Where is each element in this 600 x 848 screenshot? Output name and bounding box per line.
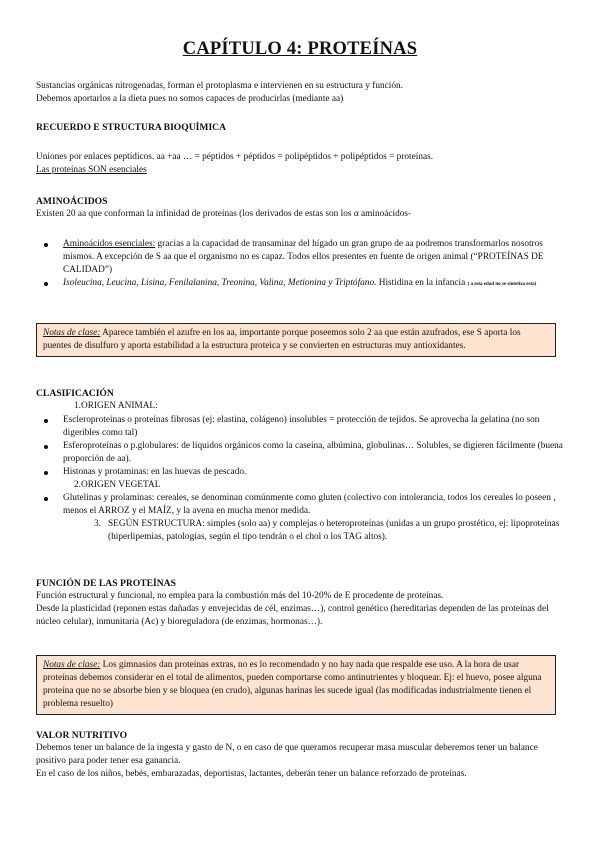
funcion-section — [36, 590, 568, 629]
aminoacidos-list — [36, 238, 568, 291]
aminoacidos-list-names: Isoleucina, Leucina, Lisina, Fenilalanina, Treonina, Valina, Metionina y Triptófano. — [63, 278, 377, 288]
clasificacion-section — [36, 400, 568, 544]
recuerdo-section — [36, 151, 568, 177]
segun-estructura-item — [36, 518, 568, 544]
histidina-tiny-note: ( a esta edad no se sintetiza esta) — [467, 282, 537, 287]
origen-animal-label: ORIGEN ANIMAL: — [81, 401, 158, 411]
origen-vegetal-number: 2. — [74, 480, 81, 490]
segun-estructura-text: SEGÚN ESTRUCTURA: simples (solo aa) y complejas o heteroproteínas (unidas a un grupo prostético, ej: lipoproteínas (hiperlipemias, patologías, según el tipo tendrán o el chol o los TAG altos). — [108, 519, 560, 542]
histidina-text: Histidina en la infancia — [376, 278, 468, 288]
list-item: Escleroproteínas o proteínas fibrosas (ej: elastina, colágeno) insolubles = protección de tejidos. Se aprovecha la gelatina (no son digeribles como tal) — [36, 414, 568, 440]
list-item: Esferoproteínas o p.globulares: de líquidos orgánicos como la caseína, albúmina, globulinas… Solubles, se digieren fácilmente (buena proporción de aa). — [36, 440, 568, 466]
list-item: Glutelinas y prolaminas: cereales, se denominan comúnmente como gluten (colectivo con intolerancia, todos los cereales lo poseen , menos el ARROZ y el MAÍZ, y la avena en mucha menor medida. — [36, 492, 568, 518]
list-item: Histonas y protaminas: en las huevas de pescado. — [36, 466, 568, 479]
class-note-2-label: Notas de clase: — [43, 660, 101, 670]
class-note-1-text: Aparece también el azufre en los aa, importante porque poseemos solo 2 aa que están azufrados, ese S aporta los puentes de disulfuro y aporta estabilidad a la estructura proteica y se convierten en estructuras muy antioxidantes. — [43, 328, 521, 351]
class-note-2-text: Los gimnasios dan proteínas extras, no es lo recomendado y no hay nada que respalde ese uso. A la hora de usar proteínas debemos considerar en el total de alimentos, pueden comportarse como antinutrientes y bloquear. Ej: el huevo, posee alguna proteína que no se absorbe bien y se bloquea (en crudo), algunas harinas les sucede igual (las modificadas industrialmente tienen el problema resuelto) — [43, 660, 542, 709]
class-note-1-label: Notas de clase: — [43, 328, 101, 338]
funcion-heading: FUNCIÓN DE LAS PROTEÍNAS — [36, 578, 176, 589]
aminoacidos-esenciales-text: gracias a la capacidad de transaminar del hígado un gran grupo de aa podremos transformarlos nosotros mismos. A excepción de S aa que el organismo no es capaz. Todos ellos presentes en fuente de origen animal (“PROTEÍNAS DE CALIDAD”) — [63, 239, 544, 275]
aminoacidos-heading: AMINOÁCIDOS — [36, 196, 108, 207]
clasificacion-heading: CLASIFICACIÓN — [36, 388, 114, 399]
origen-vegetal-item — [36, 479, 568, 492]
origen-vegetal-label: ORIGEN VEGETAL — [81, 480, 161, 490]
recuerdo-line-1: Uniones por enlaces peptídicos. aa +aa … = péptidos + péptidos = polipéptidos + polipéptidos = proteínas. — [36, 152, 434, 162]
intro-line-2: Debemos aportarlos a la dieta pues no somos capaces de producirlas (mediante aa) — [36, 94, 344, 104]
valor-line-1: Debemos tener un balance de la ingesta y gasto de N, o en caso de que queramos recuperar masa muscular deberemos tener un balance positivo para poder tener esa ganancia. — [36, 743, 538, 766]
aminoacidos-line: Existen 20 aa que conforman la infinidad de proteínas (los derivados de estas son los α aminoácidos- — [36, 209, 412, 219]
origen-animal-number: 1. — [74, 401, 81, 411]
recuerdo-heading: RECUERDO E STRUCTURA BIOQUÍMICA — [36, 122, 227, 133]
valor-line-2: En el caso de los niños, bebés, embarazadas, deportistas, lactantes, deberán tener un balance reforzado de proteínas. — [36, 769, 467, 779]
intro-line-1: Sustancias orgánicas nitrogenadas, forman el protoplasma e intervienen en su estructura y función. — [36, 81, 403, 91]
intro-paragraph — [36, 80, 568, 106]
valor-section — [36, 742, 568, 781]
segun-estructura-number: 3. — [94, 519, 101, 529]
funcion-line-2: Desde la plasticidad (reponen estas dañadas y envejecidas de cél, enzimas…), control genético (hereditarias dependen de las proteínas del núcleo celular), inmunitaria (Ac) y bioreguladora (de enzimas, hormonas…). — [36, 604, 549, 627]
list-item — [36, 238, 568, 277]
aminoacidos-esenciales-label: Aminoácidos esenciales: — [63, 239, 156, 249]
list-item — [36, 277, 568, 291]
valor-heading: VALOR NUTRITIVO — [36, 730, 128, 741]
class-note-2 — [36, 655, 556, 715]
origen-animal-item — [36, 400, 568, 413]
recuerdo-line-2: Las proteínas SON esenciales — [36, 165, 147, 175]
page-title: CAPÍTULO 4: PROTEÍNAS — [182, 39, 418, 59]
class-note-1 — [36, 323, 556, 357]
funcion-line-1: Función estructural y funcional, no emplea para la combustión más del 10-20% de E procedente de proteínas. — [36, 591, 444, 601]
